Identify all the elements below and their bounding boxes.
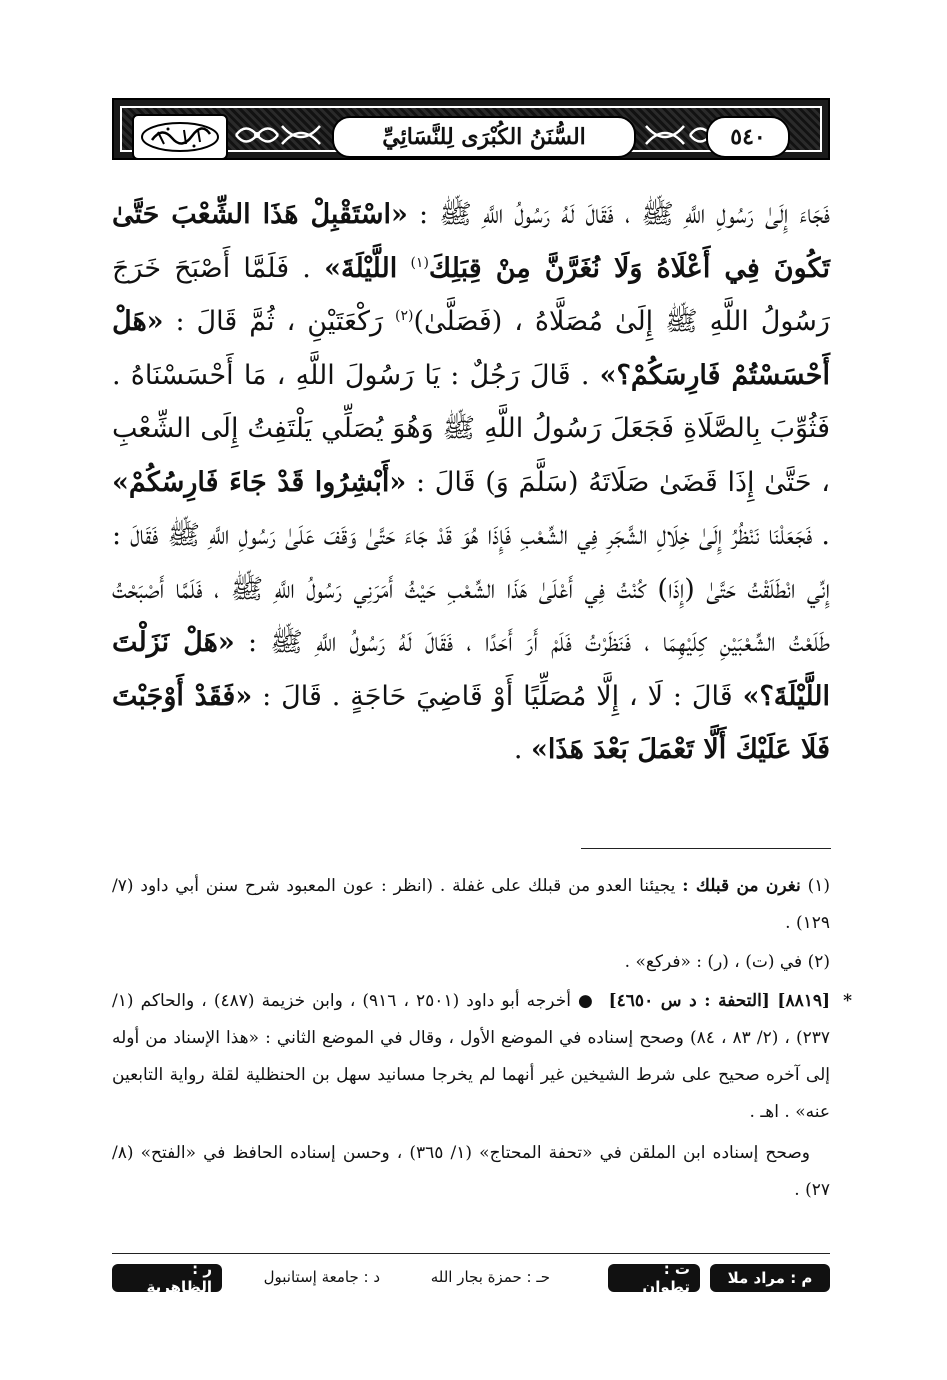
manuscript-sigla-bar (112, 1260, 830, 1296)
footnote-1 (112, 868, 830, 942)
prophet-quote: «أَبْشِرُوا قَدْ جَاءَ فَارِسُكُمْ» (112, 466, 407, 498)
footnote-separator (581, 848, 831, 849)
footnotes (112, 868, 852, 1209)
hadith-text (112, 188, 830, 777)
text-run: . فَجَعَلْنَا نَنْظُرُ إِلَىٰ خِلَالِ الشَّجَرِ فِي الشِّعْبِ فَإِذَا هُوَ قَدْ جَاءَ حَتَّىٰ وَقَفَ عَلَىٰ رَسُولِ اللَّهِ ﷺ فَقَالَ : إِنِّي انْطَلَقْتُ حَتَّىٰ (إِذَا) كُنْتُ فِي أَعْلَىٰ هَذَا الشِّعْبِ حَيْثُ أَمَرَنِي رَسُولُ اللَّهِ ﷺ ، فَلَمَّا أَصْبَحْتُ طَلَعْتُ الشِّعْبَيْنِ كِلَيْهِمَا ، فَنَظَرْتُ فَلَمْ أَرَ أَحَدًا ، فَقَالَ لَهُ رَسُولُ اللَّهِ ﷺ : (112, 520, 830, 658)
footnote-term: نغرن من قبلك : (682, 876, 801, 896)
siglum-m: م : مراد ملا (710, 1264, 830, 1292)
calligraphy-logo-icon (138, 120, 222, 154)
footnote-marker-2: (٢) (395, 308, 414, 324)
takhrij-text: أخرجه أبو داود (٢٥٠١ ، ٩١٦) ، وابن خزيمة (٤٨٧) ، والحاكم (١/ ٢٣٧) ، (٢/ ٨٣ ، ٨٤) وصحح إسناده في الموضع الأول ، وقال في الموضع الثاني : «هذا الإسناد من أوله إلى آخره صحيح على شرط الشيخين غير أنهما لم يخرجا مسانيد سهل بن الحنظلية لقلة رواية التابعين عنه» . اهـ . (112, 991, 830, 1122)
hadith-paragraph (112, 188, 830, 777)
prophet-quote: «هَلْ نَزَلْتَ اللَّيْلَةَ؟» (112, 627, 830, 712)
footnote-text: يجيئنا العدو من قبلك على غفلة . (انظر : عون المعبود شرح سنن أبي داود (٧/ ١٢٩) . (112, 876, 830, 933)
ornament-right2-icon (642, 122, 688, 148)
bottom-rule (112, 1253, 830, 1254)
prophet-quote: «فَقَدْ أَوْجَبْتَ فَلَا عَلَيْكَ أَلَّا تَعْمَلَ بَعْدَ هَذَا» (112, 680, 830, 765)
ornament-left2-icon (278, 122, 324, 148)
footnote-marker-1: (١) (410, 254, 429, 271)
footnote-2: (٢) في (ت) ، (ر) : «فركع» . (624, 952, 830, 972)
prophet-quote: «اسْتَقْبِلْ هَذَا الشِّعْبَ حَتَّىٰ تَكُونَ فِي أَعْلَاهُ وَلَا نُغَرَّنَّ مِنْ قِبَلِكَ (112, 199, 830, 284)
siglum-t: ت : تطوان (608, 1264, 700, 1292)
book-logo (132, 114, 228, 160)
hadith-reference: [٨٨١٩] [التحفة : د س ٤٦٥٠] (608, 991, 831, 1011)
text-run: . (513, 734, 523, 765)
text-run: قَالَ : لَا ، إِلَّا مُصَلِّيًا أَوْ قَاضِيَ حَاجَةٍ . قَالَ : (262, 680, 733, 712)
prophet-quote: اللَّيْلَةَ» (324, 252, 398, 284)
book-title: السُّنَنُ الكُبْرَى لِلنَّسَائِيِّ (382, 124, 586, 150)
ornament-left-icon (234, 122, 280, 148)
siglum-d: د : جامعة إستانبول (263, 1268, 380, 1286)
text-run: . فَلَمَّا أَصْبَحَ خَرَجَ رَسُولُ اللَّهِ ﷺ إِلَىٰ مُصَلَّاهُ ، (فَصَلَّىٰ) (112, 252, 830, 337)
book-title-cartouche (332, 116, 636, 158)
siglum-r: ر : الظاهرية (112, 1264, 222, 1292)
header-ornament-frame (120, 106, 822, 152)
text-run: . قَالَ رَجُلٌ : يَا رَسُولَ اللَّهِ ، مَا أَحْسَسْنَاهُ . فَثُوِّبَ بِالصَّلَاةِ فَجَعَلَ رَسُولُ اللَّهِ ﷺ وَهُوَ يُصَلِّي يَلْتَفِتُ إِلَى الشِّعْبِ ، حَتَّىٰ إِذَا قَضَىٰ صَلَاتَهُ (سَلَّمَ وَ) قَالَ : (112, 359, 831, 498)
bullet-icon: ● (578, 991, 595, 1011)
star-marker: * (843, 991, 852, 1011)
text-run: رَكْعَتَيْنِ ، ثُمَّ قَالَ : (175, 306, 384, 337)
page-header (112, 98, 830, 160)
page-number: ٥٤٠ (706, 116, 790, 158)
takhrij-note (112, 983, 852, 1131)
prophet-quote: «هَلْ أَحْسَسْتُمْ فَارِسَكُمْ؟» (112, 306, 830, 391)
takhrij-note-2: وصحح إسناده ابن الملقن في «تحفة المحتاج» (١/ ٣٦٥) ، وحسن إسناده الحافظ في «الفتح» (٨/ ٢٧) . (112, 1143, 830, 1200)
footnote-number: (١) (807, 876, 831, 896)
siglum-h: حـ : حمزة بجار الله (430, 1268, 550, 1286)
text-run: فَجَاءَ إِلَىٰ رَسُولِ اللَّهِ ﷺ ، فَقَالَ لَهُ رَسُولُ اللَّهِ ﷺ : (419, 199, 830, 230)
